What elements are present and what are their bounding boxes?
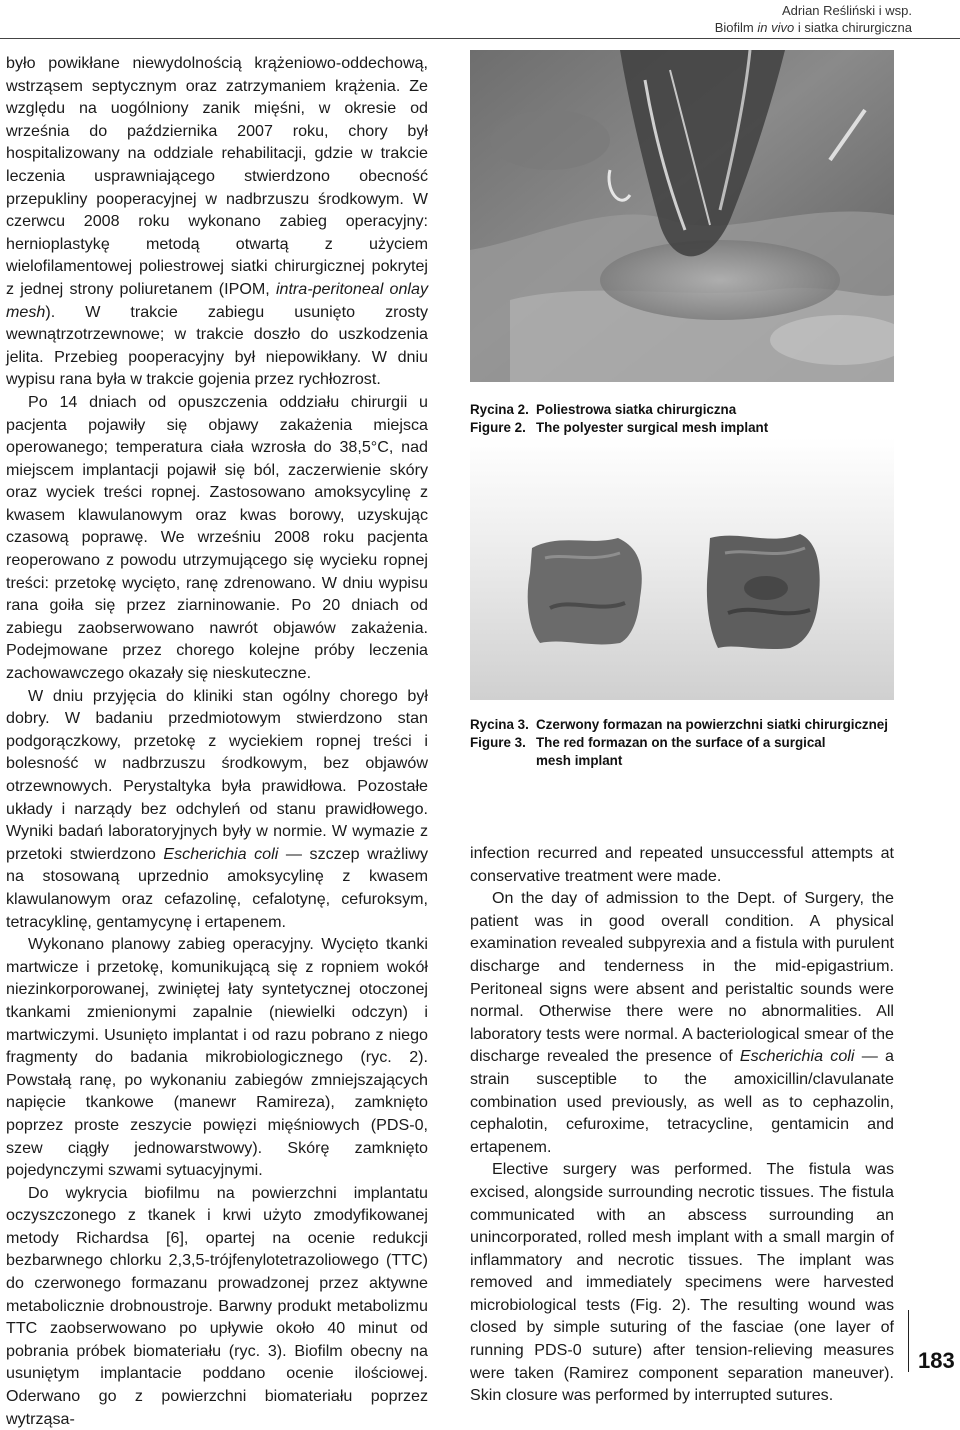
fig3-label-pl: Rycina 3. xyxy=(470,717,529,732)
left-paragraph-5: Do wykrycia biofilmu na powierzchni implantatu oczyszczonego z tkanek i krwi użyto zmodyfikowanej metody Richardsa [6], opartej na ocenie redukcji bezbarwnego chlorku 2,3,5-trójfenylotetrazoliowego (TTC) do czerwonego formazanu prowadzonej przez aktywne metabolicznie drobnoustroje. Barwny produkt metabolizmu TTC zaobserwowano po upływie około 40 minut od pobrania próbek biomateriału (ryc. 3). Biofilm obecny na usuniętym implantacie poddano ocenie ilościowej. Oderwano go z powierzchni biomateriału poprzez wytrząsa- xyxy=(6,1183,428,1428)
fig3-label-en: Figure 3. xyxy=(470,735,526,750)
left-p1-text: było powikłane niewydolnością krążeniowo-oddechową, wstrząsem septycznym oraz zatrzymaniem krążenia. Ze względu na uogólniony zanik mięśni, w okresie od września do października 2007 roku, chory był hospitalizowany na oddziale rehabilitacji, gdzie w trakcie leczenia usprawniającego stwierdzono obecność przepukliny pooperacyjnej w nadbrzuszu środkowym. W czerwcu 2008 roku wykonano zabieg operacyjny: hernioplastykę metodą otwartą z użyciem wielofilamentowej poliestrowej siatki chirurgicznej pokrytej z jednej strony poliuretanem (IPOM, xyxy=(6,54,428,298)
right-paragraph-3: Elective surgery was performed. The fistula was excised, alongside surrounding necrotic tissues. The fistula communicated with an abscess surrounding an unincorporated, rolled mesh implant with a small margin of inflammatory and necrotic tissues. The implant was removed and immediately specimens were harvested microbiological tests (Fig. 2). The resulting wound was closed by simple suturing of the fasciae (one layer of running PDS-0 suture) after tension-relieving measures were taken (Ramirez component separation maneuver). Skin closure was performed by interrupted sutures. xyxy=(470,1160,894,1405)
left-p3-italic: Escherichia coli xyxy=(163,844,279,863)
fig2-caption-en: The polyester surgical mesh implant xyxy=(536,420,769,435)
right-p2-italic: Escherichia coli xyxy=(739,1047,855,1066)
fig2-label-en: Figure 2. xyxy=(470,420,526,435)
figure-2-photo xyxy=(470,50,894,382)
left-paragraph-3 xyxy=(6,685,428,934)
header-authors: Adrian Reśliński i wsp. xyxy=(781,3,912,18)
header-rule xyxy=(0,38,960,39)
running-header xyxy=(715,2,912,36)
header-title-italic: in vivo xyxy=(757,20,795,35)
left-p1-italic: intra-peritoneal onlay mesh xyxy=(6,279,428,321)
fig2-label-pl: Rycina 2. xyxy=(470,402,529,417)
left-p3-post: — szczep wrażliwy na stosowaną uprzednio amoksycylinę z kwasem klawulanowym oraz cefazolinę, cefalotynę, cefuroksym, tetracyklinę, gentamycynę i ertapenem. xyxy=(6,844,428,931)
mesh-sample-left xyxy=(528,538,642,644)
left-paragraph-4: Wykonano planowy zabieg operacyjny. Wycięto tkanki martwicze i przetokę, komunikującą się z ropniem wokół niezinkorporowanej, zwiniętej łaty syntetycznej otoczonej tkankami zmienionymi zapalnie (niewielki odczyn) i martwiczymi. Usunięto implantat i od razu pobrano z niego fragmenty do badania mikrobiologicznego (ryc. 2). Powstałą ranę, po wykonaniu zabiegów zmniejszających napięcie tkankowe (manewr Ramireza), zamknięto poprzez proste zeszycie powięzi mięśniowych (PDS-0, szew ciągły jednowarstwowy). Skórę zamknięto pojedynczymi szwami sytuacyjnymi. xyxy=(6,935,428,1180)
right-p2-post: — a strain susceptible to the amoxicillin/clavulanate combination used previously, as well as to cephazolin, cephalotin, cefuroxime, tetracycline, gentamicin and ertapenem. xyxy=(470,1047,895,1156)
left-p3-pre: W dniu przyjęcia do kliniki stan ogólny chorego był dobry. W badaniu przedmiotowym stwierdzono stan podgorączkowy, przetokę z wyciekiem ropnej treści i bolesność w nadbrzuszu środkowym, bez objawów otrzewnowych. Perystaltyka była prawidłowa. Pozostałe układy i narządy bez odchyleń od stanu prawidłowego. Wyniki badań laboratoryjnych były w normie. W wymazie z przetoki stwierdzono xyxy=(6,686,428,863)
right-p2-pre: On the day of admission to the Dept. of Surgery, the patient was in good overall condition. A physical examination revealed subpyrexia and a fistula with purulent discharge and tenderness in the mid-epigastrium. Peritoneal signs were absent and peristaltic sounds were normal. Otherwise there were no abnormalities. All laboratory tests were normal. A bacteriological smear of the discharge revealed the presence of xyxy=(470,889,894,1066)
fig3-caption-en: The red formazan on the surface of a surgical mesh implant xyxy=(536,735,826,768)
right-paragraph-2 xyxy=(470,887,894,1158)
figure-3-photo xyxy=(470,438,894,700)
right-paragraph-1: infection recurred and repeated unsuccessful attempts at conservative treatment were made. xyxy=(470,844,894,885)
right-column xyxy=(470,842,894,1407)
left-paragraph-2: Po 14 dniach od opuszczenia oddziału chirurgii u pacjenta pojawiły się objawy zakażenia miejsca operowanego; temperatura ciała wzrosła do 38,5°C, nad miejscem implantacji pojawił się ból, zaczerwienie skóry oraz wyciek treści ropnej. Zastosowano amoksycylinę z kwasem klawulanowym oraz kwas borowy, uzyskując czasową poprawę. We wrześniu 2008 roku pacjenta reoperowano z powodu utrzymującego się wycieku ropnej treści: przetokę wycięto, ranę zdrenowano. W dniu wypisu rana goiła się przez ziarninowanie. Po 20 dniach od zabiegu zaobserwowano nawrót objawów zakażenia. Podejmowane przez chorego kolejne próby leczenia zachowawczego okazały się nieskuteczne. xyxy=(6,392,428,683)
header-title-pre: Biofilm xyxy=(714,20,758,35)
header-title-post: i siatka chirurgiczna xyxy=(794,20,912,35)
fig2-caption-pl: Poliestrowa siatka chirurgiczna xyxy=(536,402,737,417)
left-column xyxy=(6,52,428,1430)
left-p1-post: ). W trakcie zabiegu usunięto zrosty wewnątrzotrzewnowe; w trakcie doszło do uszkodzenia jelita. Przebieg pooperacyjny był niepowikłany. W dniu wypisu rana była w trakcie gojenia przez rychłozrost. xyxy=(6,302,428,389)
page-number-rule xyxy=(908,1310,909,1372)
fig3-caption-pl: Czerwony formazan na powierzchni siatki chirurgicznej xyxy=(536,717,888,732)
figure-3-caption xyxy=(470,716,910,770)
left-paragraph-1 xyxy=(6,52,428,391)
figure-2-caption xyxy=(470,401,910,437)
page-number: 183 xyxy=(918,1348,955,1373)
header-title xyxy=(715,19,912,36)
